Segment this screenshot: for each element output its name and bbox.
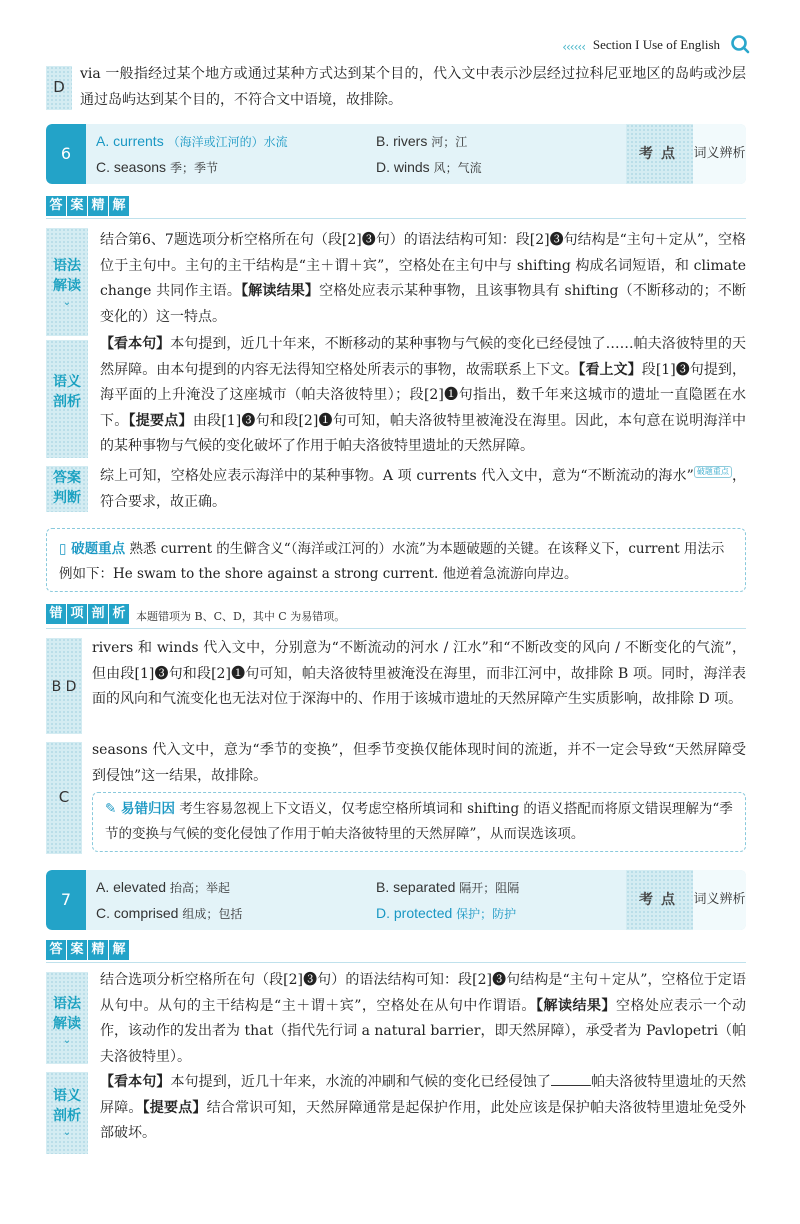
key-point-label: ▯ 破题重点: [59, 541, 126, 557]
option-b: B. separated 隔开；阻隔: [376, 879, 520, 895]
kaodian-value: 词义辨析: [693, 124, 746, 184]
option-a: A. currents （海洋或江河的）水流: [96, 133, 288, 149]
question-6-bar: [46, 124, 746, 184]
semantic-tag: 语义 剖析 ⌄: [47, 1086, 87, 1138]
question-number: 7: [46, 870, 86, 930]
wrong-options-note: 本题错项为 B、C、D，其中 C 为易错项。: [136, 610, 346, 623]
search-icon: [730, 34, 750, 54]
question-number: 6: [46, 124, 86, 184]
question-7-bar: [46, 870, 746, 930]
option-d-explanation: via 一般指经过某个地方或通过某种方式达到某个目的，代入文中表示沙层经过拉科尼亚地区的岛屿或沙层通过岛屿达到某个目的，不符合文中语境，故排除。: [80, 66, 746, 108]
semantic-analysis: 【看本句】本句提到，近几十年来，不断移动的某种事物与气候的变化已经侵蚀了……帕夫洛彼特里的天然屏障。由本句提到的内容无法得知空格处所表示的事物，故需联系上下文。【看上文】段[1]❸句提到，海平面的上升淹没了这座城市（帕夫洛彼特里）；段[2]❶句指出，数千年来这城市的遗址一直隐匿在水下。【提要点】由段[1]❸句和段[2]❶句可知，帕夫洛彼特里被淹没在海里。因此，本句意在说明海洋中的某种事物与气候的变化破坏了作用于帕夫洛彼特里遗址的天然屏障。: [100, 336, 747, 454]
semantic-analysis: 【看本句】本句提到，近几十年来，水流的冲刷和气候的变化已经侵蚀了 帕夫洛彼特里遗址的天然屏障。【提要点】结合常识可知，天然屏障通常是起保护作用，此处应该是保护帕夫洛彼特里遗址免受外部破坏。: [100, 1074, 747, 1141]
option-a: A. elevated 抬高；举起: [96, 879, 230, 895]
option-b: B. rivers 河；江: [376, 133, 468, 149]
key-point-box: [46, 528, 746, 592]
grammar-tag: 语法 解读 ⌄: [47, 994, 87, 1046]
kaodian-value: 词义辨析: [693, 870, 746, 930]
key-point-badge: 破题重点: [694, 466, 732, 478]
error-cause-box: [92, 792, 746, 852]
book-icon: ▯: [59, 541, 67, 557]
option-d-label: D: [53, 78, 65, 96]
bd-label: B D: [51, 679, 77, 695]
chevron-down-icon: ⌄: [62, 297, 72, 308]
option-c: C. seasons 季；季节: [96, 159, 218, 175]
grammar-tag: 语法 解读 ⌄: [47, 256, 87, 308]
chevrons-icon: ‹‹‹‹‹‹: [562, 40, 585, 54]
c-label: C: [58, 788, 70, 806]
answer-tag: 答案 判断: [53, 470, 81, 506]
error-cause-text: 考生容易忽视上下文语义，仅考虑空格所填词和 shifting 的语义搭配而将原文错误理解为“季节的变换与气候的变化侵蚀了作用于帕夫洛彼特里的天然屏障”，从而误选该项。: [105, 801, 733, 842]
chevron-down-icon: ⌄: [62, 1035, 72, 1046]
wrong-options-title: 错 项 剖 析: [46, 604, 130, 626]
grammar-analysis: 结合第6、7题选项分析空格所在句（段[2]❸句）的语法结构可知：段[2]❸句结构是“主句＋定从”，空格位于主句中。主句的主干结构是“主＋谓＋宾”，空格处在主句中与 shifting 构成名词短语，和 climate change 共同作主语。【解读结果】空格处应表示某种事物，且该事物具有 shifting（不断移动的；不断变化的）这一特点。: [100, 232, 747, 325]
option-c: C. comprised 组成；包括: [96, 905, 243, 921]
option-d: D. protected 保护；防护: [376, 905, 517, 921]
kaodian-label: 考点: [639, 146, 683, 162]
grammar-analysis: 结合选项分析空格所在句（段[2]❸句）的语法结构可知：段[2]❸句结构是“主句＋定从”，空格位于定语从句中。从句的主干结构是“主＋谓＋宾”，空格处在从句中作谓语。【解读结果】空格处应表示一个动作，该动作的发出者为 that（指代先行词 a natural barrier，即天然屏障），承受者为 Pavlopetri（帕夫洛彼特里）。: [100, 972, 746, 1065]
answer-judgement: 综上可知，空格处应表示海洋中的某种事物。A 项 currents 代入文中，意为“不断流动的海水” 破题重点 ，符合要求，故正确。: [100, 467, 746, 510]
c-explanation: seasons 代入文中，意为“季节的变换”，但季节变换仅能体现时间的流逝，并不一定会导致“天然屏障受到侵蚀”这一结果，故排除。: [92, 742, 746, 784]
blank-line: [551, 1072, 591, 1086]
option-d: D. winds 风；气流: [376, 159, 482, 175]
kaodian-label: 考点: [639, 892, 683, 908]
answer-explanation-title: 答 案 精 解: [46, 196, 130, 218]
error-cause-label: ✎ 易错归因: [105, 801, 176, 817]
chevron-down-icon: ⌄: [62, 1127, 72, 1138]
answer-explanation-title: 答 案 精 解: [46, 940, 130, 962]
key-point-text: 熟悉 current 的生僻含义“（海洋或江河的）水流”为本题破题的关键。在该释义下，current 用法示例如下：He swam to the shore against a strong current. 他逆着急流游向岸边。: [59, 541, 725, 582]
semantic-tag: 语义 剖析: [53, 374, 81, 410]
section-title: Section I Use of English: [592, 37, 720, 52]
page-header: [0, 30, 800, 58]
pen-icon: ✎: [105, 801, 117, 817]
bd-explanation: rivers 和 winds 代入文中，分别意为“不断流动的河水 / 江水”和“不断改变的风向 / 不断变化的气流”，但由段[1]❸句和段[2]❶句可知，帕夫洛彼特里被淹没在海里，而非江河中，故排除 B 项。同时，海洋表面的风向和气流变化也无法对位于深海中的、作用于该城市遗址的天然屏障产生实质影响，故排除 D 项。: [92, 640, 746, 707]
